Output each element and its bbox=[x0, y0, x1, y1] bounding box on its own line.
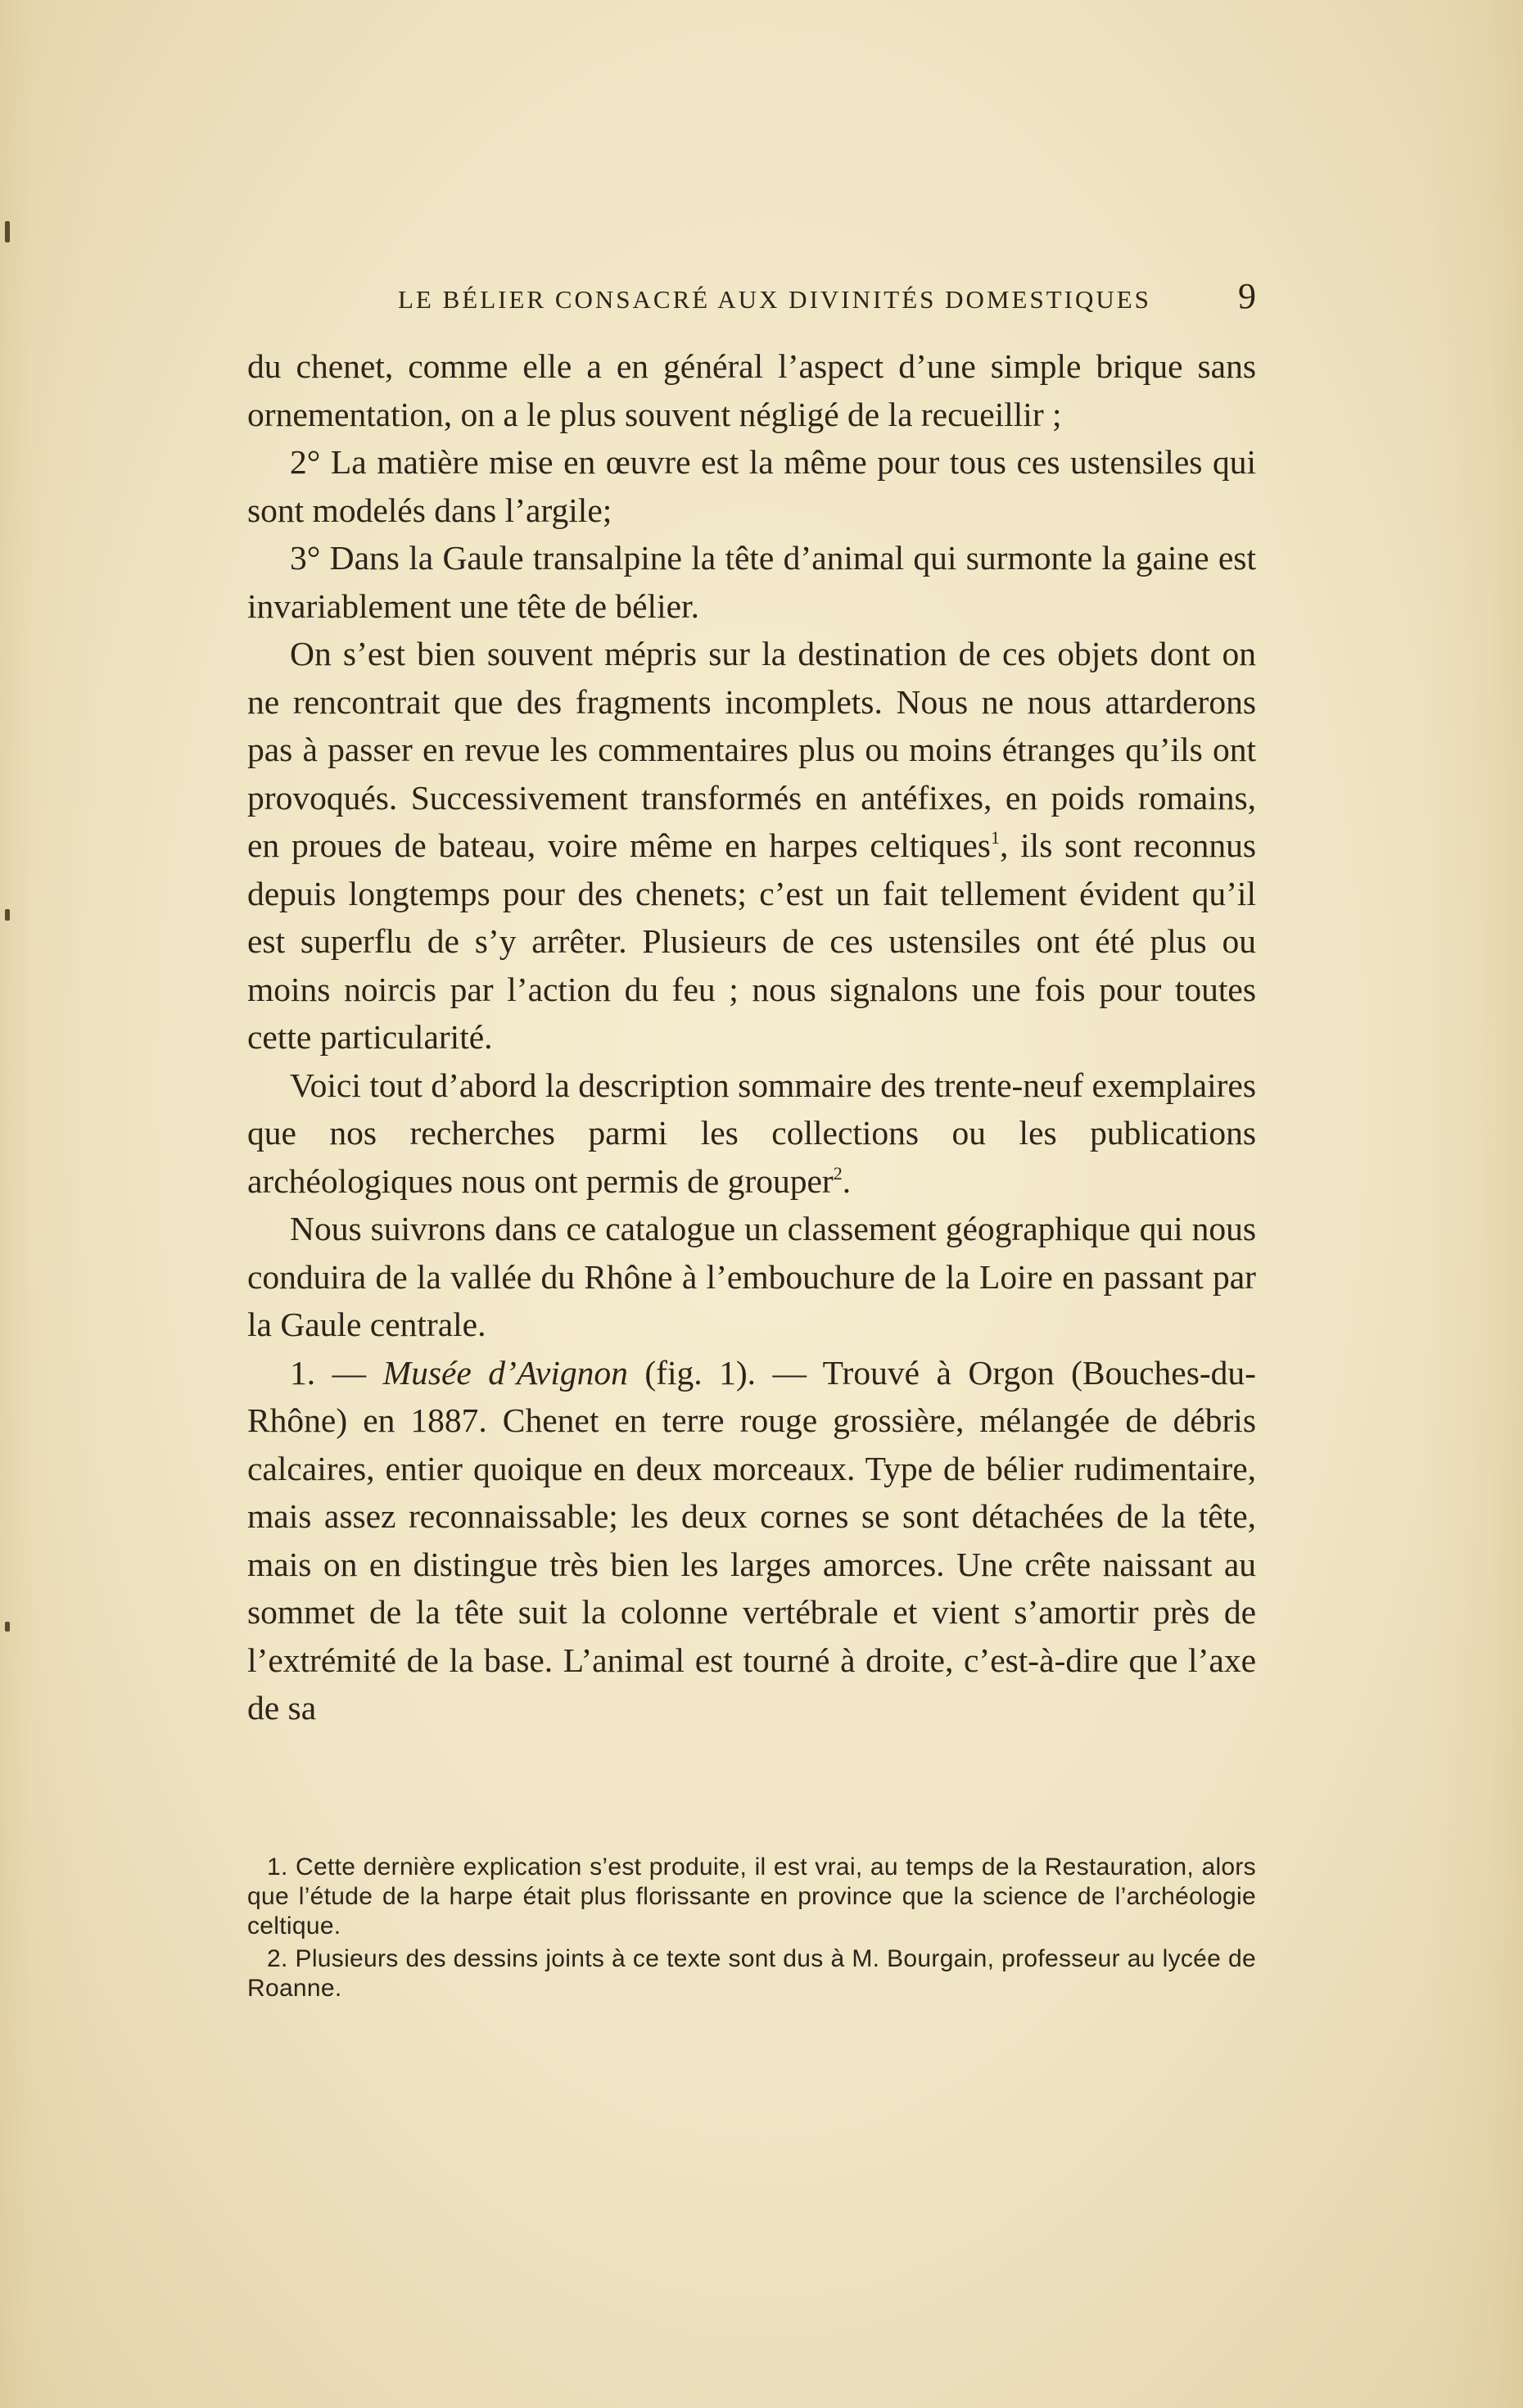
paragraph-catalogue-intro bbox=[247, 1061, 1256, 1206]
paragraph-text: On s’est bien souvent mépris sur la destination de ces objets dont on ne rencontrait que des fragments incomplets. Nous ne nous attarderons pas à passer en revue les commentaires plus ou moins étranges qu’ils ont provoqués. Successivement transformés en antéfixes, en poids romains, en proues de bateau, voire même en harpes celtiques bbox=[247, 635, 1256, 864]
footnote-ref-1: 1 bbox=[990, 827, 1000, 848]
footnotes bbox=[247, 1853, 1256, 2007]
page-number: 9 bbox=[1238, 276, 1256, 316]
entry-number: 1. — bbox=[290, 1353, 383, 1392]
footnote-2: 2. Plusieurs des dessins joints à ce texte sont dus à M. Bourgain, professeur au lycée de Roanne. bbox=[247, 1945, 1256, 2002]
entry-museum: Musée d’Avignon bbox=[382, 1353, 628, 1392]
paragraph-point-2: 2° La matière mise en œuvre est la même pour tous ces ustensiles qui sont modelés dans l’argile; bbox=[247, 443, 1256, 529]
entry-text: (fig. 1). — Trouvé à Orgon (Bouches-du-Rhône) en 1887. Chenet en terre rouge grossière, mélangée de débris calcaires, entier quoique en deux morceaux. Type de bélier rudimentaire, mais assez reconnaissable; les deux cornes se sont détachées de la tête, mais on en distingue très bien les larges amorces. Une crête naissant au sommet de la tête suit la colonne vertébrale et vient s’amortir près de l’extrémité de la base. L’animal est tourné à droite, c’est-à-dire que l’axe de sa bbox=[247, 1353, 1256, 1727]
page-edge-mark bbox=[5, 909, 10, 921]
paragraph-text: . bbox=[842, 1161, 852, 1200]
paragraph-misinterpretations bbox=[247, 630, 1256, 1061]
footnote-1: 1. Cette dernière explication s’est produite, il est vrai, au temps de la Restauration, alors que l’étude de la harpe était plus florissante en province que la science de l’archéologie celtique. bbox=[247, 1854, 1256, 1940]
body-text bbox=[247, 342, 1256, 1732]
page-edge-mark bbox=[5, 1622, 10, 1632]
running-header bbox=[247, 275, 1256, 324]
paragraph-text: , ils sont reconnus depuis longtemps pour des chenets; c’est un fait tellement évident qu’il est superflu de s’y arrêter. Plusieurs de ces ustensiles ont été plus ou moins noircis par l’action du feu ; nous signalons une fois pour toutes cette particularité. bbox=[247, 826, 1257, 1056]
catalogue-entry-1 bbox=[247, 1349, 1256, 1732]
paragraph-text: Voici tout d’abord la description sommaire des trente-neuf exemplaires que nos recherches parmi les collections ou les publications archéologiques nous ont permis de grouper bbox=[247, 1066, 1256, 1200]
paragraph-continuation: du chenet, comme elle a en général l’aspect d’une simple brique sans ornementation, on a le plus souvent négligé de la recueillir ; bbox=[247, 347, 1256, 433]
footnote-ref-2: 2 bbox=[833, 1162, 843, 1184]
page-edge-mark bbox=[5, 221, 10, 242]
paragraph-point-3: 3° Dans la Gaule transalpine la tête d’animal qui surmonte la gaine est invariablement une tête de bélier. bbox=[247, 539, 1256, 625]
paragraph-classification: Nous suivrons dans ce catalogue un classement géographique qui nous conduira de la vallée du Rhône à l’embouchure de la Loire en passant par la Gaule centrale. bbox=[247, 1210, 1256, 1343]
running-title: LE BÉLIER CONSACRÉ AUX DIVINITÉS DOMESTIQUES bbox=[398, 285, 1151, 314]
